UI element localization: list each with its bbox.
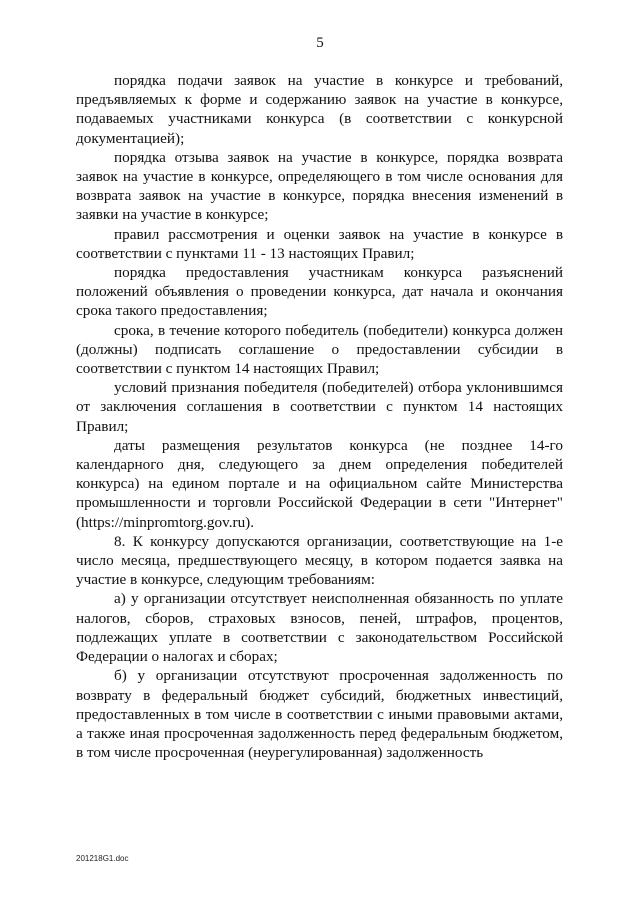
paragraph: правил рассмотрения и оценки заявок на участие в конкурсе в соответствии с пунктами 11 - 13 настоящих Правил; <box>76 225 563 262</box>
paragraph-subitem-b: б) у организации отсутствуют просроченная задолженность по возврату в федеральный бюджет субсидий, бюджетных инвестиций, предоставленных в том числе в соответствии с иными правовыми актами, а также иная просроченная задолженность перед федеральным бюджетом, в том числе просроченная (неурегулированная) задолженность <box>76 667 563 762</box>
paragraph-item-8: 8. К конкурсу допускаются организации, соответствующие на 1-е число месяца, предшествующего месяцу, в котором подается заявка на участие в конкурсе, следующим требованиям: <box>76 532 563 589</box>
page-number: 5 <box>316 35 324 51</box>
paragraph: порядка подачи заявок на участие в конкурсе и требований, предъявляемых к форме и содержанию заявок на участие в конкурсе, подаваемых участниками конкурса (в соответствии с конкурсной документацией); <box>76 72 563 147</box>
paragraph: условий признания победителя (победителей) отбора уклонившимся от заключения соглашения в соответствии с пунктом 14 настоящих Правил; <box>76 379 563 435</box>
document-body <box>76 71 563 762</box>
footer-filename: 201218G1.doc <box>76 854 129 863</box>
paragraph: порядка предоставления участникам конкурса разъяснений положений объявления о проведении конкурса, дат начала и окончания срока такого предоставления; <box>76 264 563 320</box>
paragraph: даты размещения результатов конкурса (не позднее 14-го календарного дня, следующего за днем определения победителей конкурса) на едином портале и на официальном сайте Министерства промышленности и торговли Российской Федерации в сети "Интернет" (https://minpromtorg.gov.ru). <box>76 436 563 531</box>
paragraph: порядка отзыва заявок на участие в конкурсе, порядка возврата заявок на участие в конкурсе, определяющего в том числе основания для возврата заявок на участие в конкурсе, порядка внесения изменений в заявки на участие в конкурсе; <box>76 148 563 224</box>
paragraph-subitem-a: а) у организации отсутствует неисполненная обязанность по уплате налогов, сборов, страховых взносов, пеней, штрафов, процентов, подлежащих уплате в соответствии с законодательством Российской Федерации о налогах и сборах; <box>76 590 563 666</box>
paragraph: срока, в течение которого победитель (победители) конкурса должен (должны) подписать соглашение о предоставлении субсидии в соответствии с пунктом 14 настоящих Правил; <box>76 321 563 378</box>
